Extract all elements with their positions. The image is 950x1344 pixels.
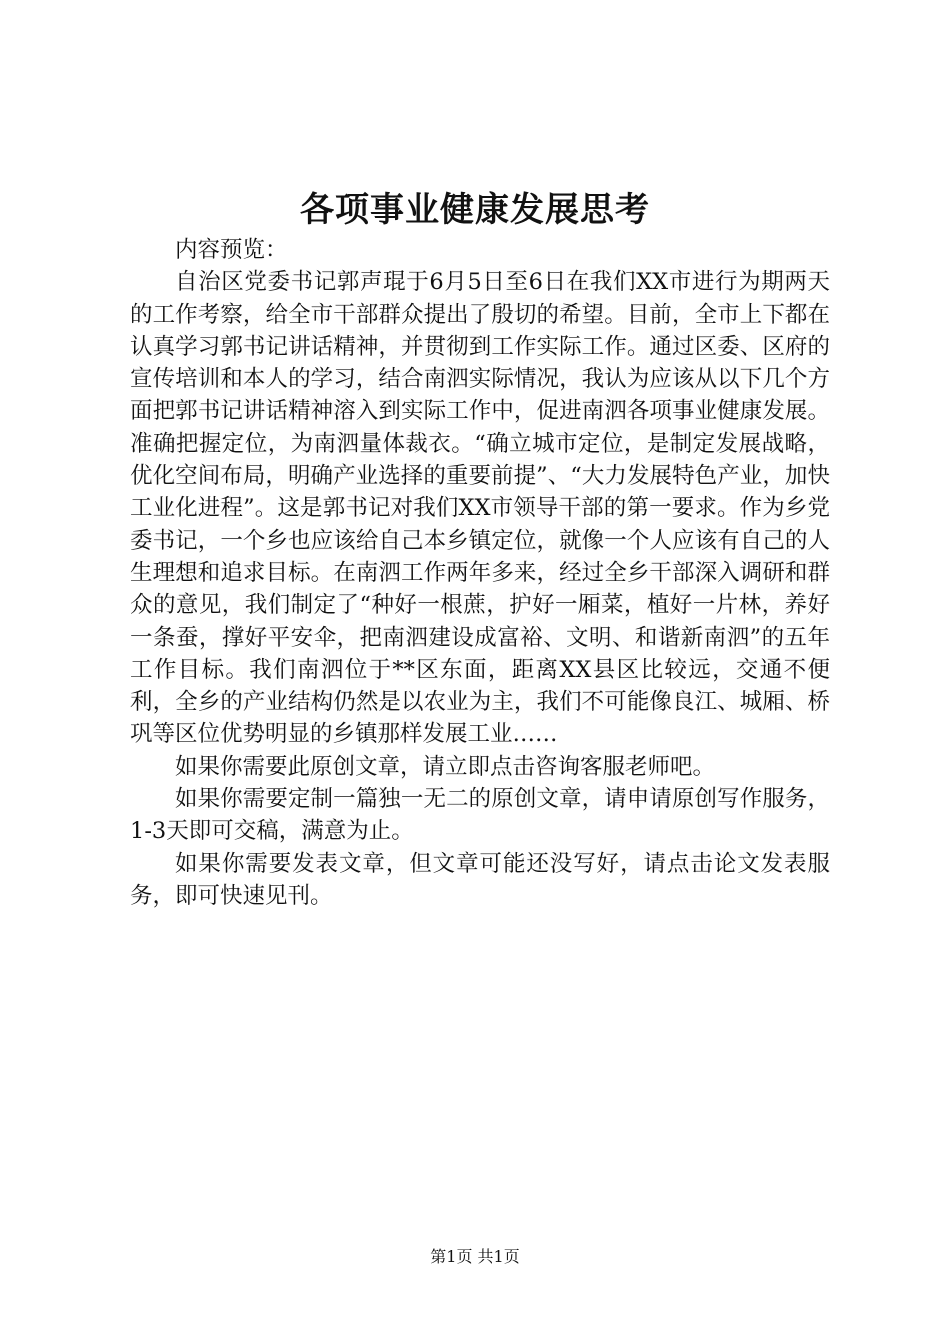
document-body <box>130 234 830 912</box>
document-title: 各项事业健康发展思考 <box>300 190 650 230</box>
notice-publishing-service: 如果你需要发表文章，但文章可能还没写好，请点击论文发表服务，即可快速见刊。 <box>130 850 830 909</box>
page-footer: 第1页 共1页 <box>430 1247 520 1266</box>
notice-custom-writing: 如果你需要定制一篇独一无二的原创文章，请申请原创写作服务，1-3天即可交稿，满意为止。 <box>130 786 830 845</box>
preview-label: 内容预览： <box>175 237 288 263</box>
notice-original-article: 如果你需要此原创文章，请立即点击咨询客服老师吧。 <box>175 753 716 780</box>
main-paragraph: 自治区党委书记郭声琨于6月5日至6日在我们XX市进行为期两天的工作考察，给全市干部群众提出了殷切的希望。目前，全市上下都在认真学习郭书记讲话精神，并贯彻到工作实际工作。通过区委、区府的宣传培训和本人的学习，结合南泗实际情况，我认为应该从以下几个方面把郭书记讲话精神溶入到实际工作中，促进南泗各项事业健康发展。准确把握定位，为南泗量体裁衣。“确立城市定位，是制定发展战略，优化空间布局，明确产业选择的重要前提”、“大力发展特色产业，加快工业化进程”。这是郭书记对我们XX市领导干部的第一要求。作为乡党委书记，一个乡也应该给自己本乡镇定位，就像一个人应该有自己的人生理想和追求目标。在南泗工作两年多来，经过全乡干部深入调研和群众的意见，我们制定了“种好一根蔗，护好一厢菜，植好一片林，养好一条蚕，撑好平安伞，把南泗建设成富裕、文明、和谐新南泗”的五年工作目标。我们南泗位于**区东面，距离XX县区比较远，交通不便利，全乡的产业结构仍然是以农业为主，我们不可能像良江、城厢、桥巩等区位优势明显的乡镇那样发展工业…… <box>130 269 830 748</box>
